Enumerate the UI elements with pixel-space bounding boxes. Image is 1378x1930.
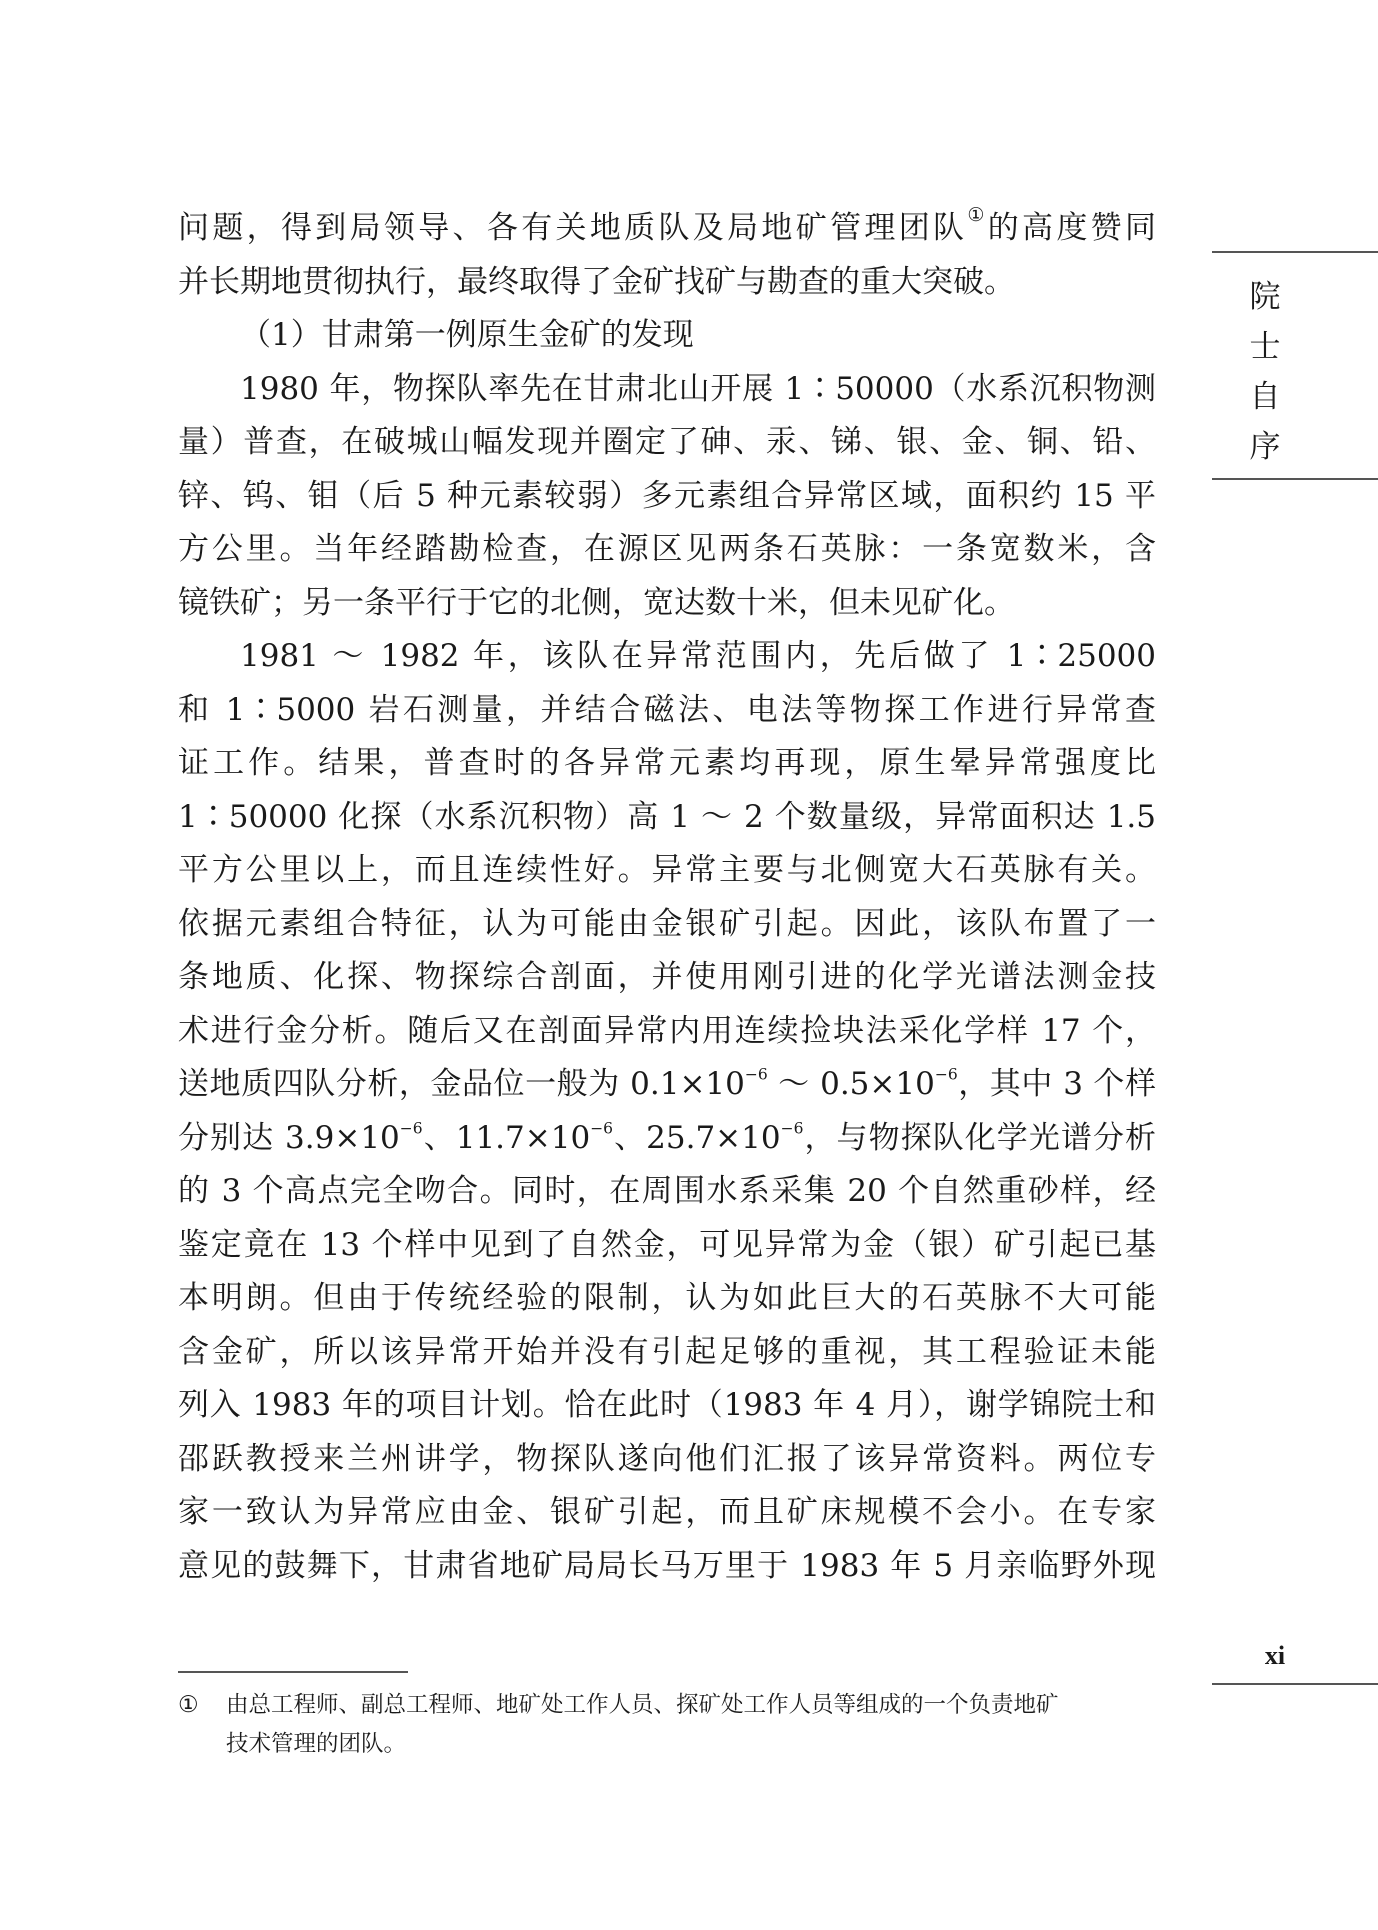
text-line: 含金矿，所以该异常开始并没有引起足够的重视，其工程验证未能	[178, 1333, 1156, 1370]
main-text	[178, 202, 1156, 1593]
text-segment: 的高度赞同	[987, 210, 1156, 246]
exponent: −6	[399, 1118, 423, 1137]
text-line: 的 3 个高点完全吻合。同时，在周围水系采集 20 个自然重砂样，经	[178, 1173, 1156, 1209]
footnote-mark: ①	[178, 1692, 199, 1718]
text-segment: 问题，得到局领导、各有关地质队及局地矿管理团队	[178, 210, 968, 246]
text-line: 1∶50000 化探（水系沉积物）高 1 ～ 2 个数量级，异常面积达 1.5	[178, 798, 1156, 835]
page-number-rule	[1212, 1683, 1378, 1685]
footnote-body	[226, 1686, 1156, 1764]
side-tab-char: 序	[1249, 429, 1281, 465]
exponent: −6	[780, 1118, 804, 1137]
text-segment: ～ 0.5×10	[767, 1066, 935, 1102]
text-line: 证工作。结果，普查时的各异常元素均再现，原生晕异常强度比	[178, 745, 1156, 781]
text-line: 1980 年，物探队率先在甘肃北山开展 1∶50000（水系沉积物测	[240, 370, 1156, 407]
footnote-line: 由总工程师、副总工程师、地矿处工作人员、探矿处工作人员等组成的一个负责地矿	[226, 1692, 1059, 1718]
text-line: 量）普查，在破城山幅发现并圈定了砷、汞、锑、银、金、铜、铅、	[178, 424, 1156, 460]
side-tab-char: 自	[1249, 379, 1281, 415]
text-line: 家一致认为异常应由金、银矿引起，而且矿床规模不会小。在专家	[178, 1494, 1156, 1530]
text-line: 和 1∶5000 岩石测量，并结合磁法、电法等物探工作进行异常查	[178, 691, 1156, 728]
text-line: 鉴定竟在 13 个样中见到了自然金，可见异常为金（银）矿引起已基	[178, 1226, 1156, 1263]
text-segment: ，与物探队化学光谱分析	[803, 1119, 1156, 1156]
text-segment: 送地质四队分析，金品位一般为 0.1×10	[178, 1066, 745, 1102]
exponent: −6	[934, 1065, 958, 1084]
text-line	[178, 1112, 1156, 1166]
footnote-reference[interactable]: ①	[967, 203, 988, 226]
side-tab-top-rule	[1212, 251, 1378, 253]
text-line: 条地质、化探、物探综合剖面，并使用刚引进的化学光谱法测金技	[178, 959, 1156, 995]
text-segment: ，其中 3 个样	[957, 1066, 1156, 1102]
text-line	[178, 202, 1156, 256]
text-line: 意见的鼓舞下，甘肃省地矿局局长马万里于 1983 年 5 月亲临野外现	[178, 1547, 1156, 1584]
side-tab-char: 院	[1249, 279, 1281, 315]
footnote-line: 技术管理的团队。	[226, 1731, 407, 1757]
text-line: 平方公里以上，而且连续性好。异常主要与北侧宽大石英脉有关。	[178, 852, 1156, 888]
footnote-rule	[178, 1671, 408, 1673]
text-line: 1981 ～ 1982 年，该队在异常范围内，先后做了 1∶25000	[240, 638, 1156, 674]
text-line: 邵跃教授来兰州讲学，物探队遂向他们汇报了该异常资料。两位专	[178, 1440, 1156, 1477]
text-line: 术进行金分析。随后又在剖面异常内用连续捡块法采化学样 17 个，	[178, 1012, 1156, 1049]
section-heading: （1）甘肃第一例原生金矿的发现	[240, 317, 694, 353]
footnote	[178, 1686, 1156, 1764]
text-segment: 分别达 3.9×10	[178, 1119, 400, 1156]
text-line: 依据元素组合特征，认为可能由金银矿引起。因此，该队布置了一	[178, 905, 1156, 942]
text-line: 并长期地贯彻执行，最终取得了金矿找矿与勘查的重大突破。	[178, 263, 1015, 300]
text-line: 镜铁矿；另一条平行于它的北侧，宽达数十米，但未见矿化。	[178, 584, 1015, 621]
text-segment: 、25.7×10	[613, 1119, 781, 1156]
text-line: 方公里。当年经踏勘检查，在源区见两条石英脉：一条宽数米，含	[178, 531, 1156, 567]
side-tab-char: 士	[1249, 329, 1281, 365]
text-line: 本明朗。但由于传统经验的限制，认为如此巨大的石英脉不大可能	[178, 1280, 1156, 1316]
side-tab-bottom-rule	[1212, 478, 1378, 480]
exponent: −6	[590, 1118, 614, 1137]
text-line: 锌、钨、钼（后 5 种元素较弱）多元素组合异常区域，面积约 15 平	[178, 477, 1156, 514]
text-line: 列入 1983 年的项目计划。恰在此时（1983 年 4 月），谢学锦院士和	[178, 1387, 1156, 1423]
page-number: xi	[1264, 1641, 1286, 1670]
text-line	[178, 1058, 1156, 1112]
side-tab-label	[1247, 272, 1283, 472]
exponent: −6	[744, 1065, 768, 1084]
text-segment: 、11.7×10	[422, 1119, 591, 1156]
